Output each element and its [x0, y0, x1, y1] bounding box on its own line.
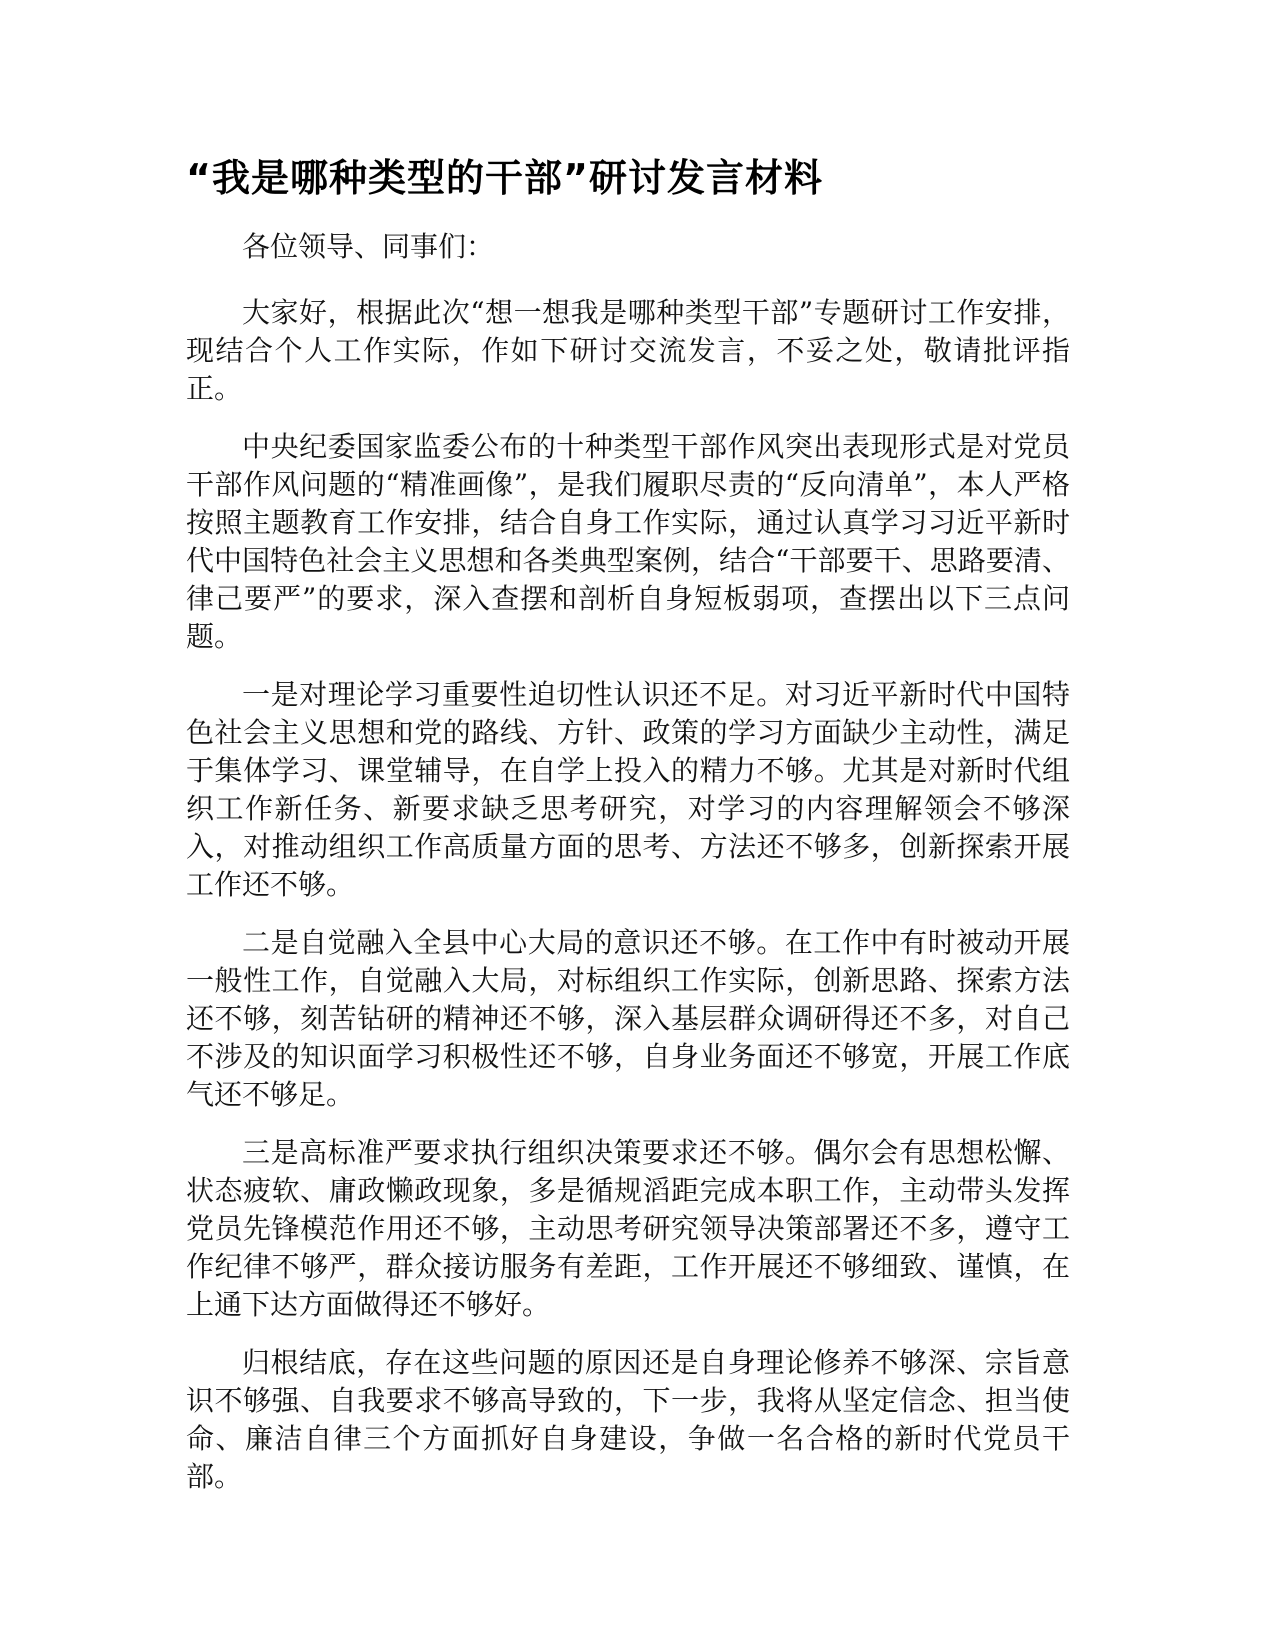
document-title: “我是哪种类型的干部”研讨发言材料: [186, 156, 823, 200]
intro-paragraph: 大家好，根据此次“想一想我是哪种类型干部”专题研讨工作安排，现结合个人工作实际，作如下研讨交流发言，不妥之处，敬请批评指正。: [186, 296, 1070, 405]
problem-two-paragraph: 二是自觉融入全县中心大局的意识还不够。在工作中有时被动开展一般性工作，自觉融入大局，对标组织工作实际，创新思路、探索方法还不够，刻苦钻研的精神还不够，深入基层群众调研得还不多，对自己不涉及的知识面学习积极性还不够，自身业务面还不够宽，开展工作底气还不够足。: [186, 926, 1070, 1111]
document-body: [186, 228, 1070, 1516]
problem-three-paragraph: 三是高标准严要求执行组织决策要求还不够。偶尔会有思想松懈、状态疲软、庸政懒政现象，多是循规滔距完成本职工作，主动带头发挥党员先锋模范作用还不够，主动思考研究领导决策部署还不多，遵守工作纪律不够严，群众接访服务有差距，工作开展还不够细致、谨慎，在上通下达方面做得还不够好。: [186, 1136, 1070, 1321]
conclusion-paragraph: 归根结底，存在这些问题的原因还是自身理论修养不够深、宗旨意识不够强、自我要求不够高导致的，下一步，我将从坚定信念、担当使命、廉洁自律三个方面抓好自身建设，争做一名合格的新时代党员干部。: [186, 1346, 1070, 1493]
greeting-paragraph: 各位领导、同事们：: [242, 230, 495, 263]
problem-one-paragraph: 一是对理论学习重要性迫切性认识还不足。对习近平新时代中国特色社会主义思想和党的路线、方针、政策的学习方面缺少主动性，满足于集体学习、课堂辅导，在自学上投入的精力不够。尤其是对新时代组织工作新任务、新要求缺乏思考研究，对学习的内容理解领会不够深入，对推动组织工作高质量方面的思考、方法还不够多，创新探索开展工作还不够。: [186, 678, 1070, 901]
background-paragraph: 中央纪委国家监委公布的十种类型干部作风突出表现形式是对党员干部作风问题的“精准画像”，是我们履职尽责的“反向清单”，本人严格按照主题教育工作安排，结合自身工作实际，通过认真学习习近平新时代中国特色社会主义思想和各类典型案例，结合“干部要干、思路要清、律己要严”的要求，深入查摆和剖析自身短板弱项，查摆出以下三点问题。: [186, 430, 1070, 653]
